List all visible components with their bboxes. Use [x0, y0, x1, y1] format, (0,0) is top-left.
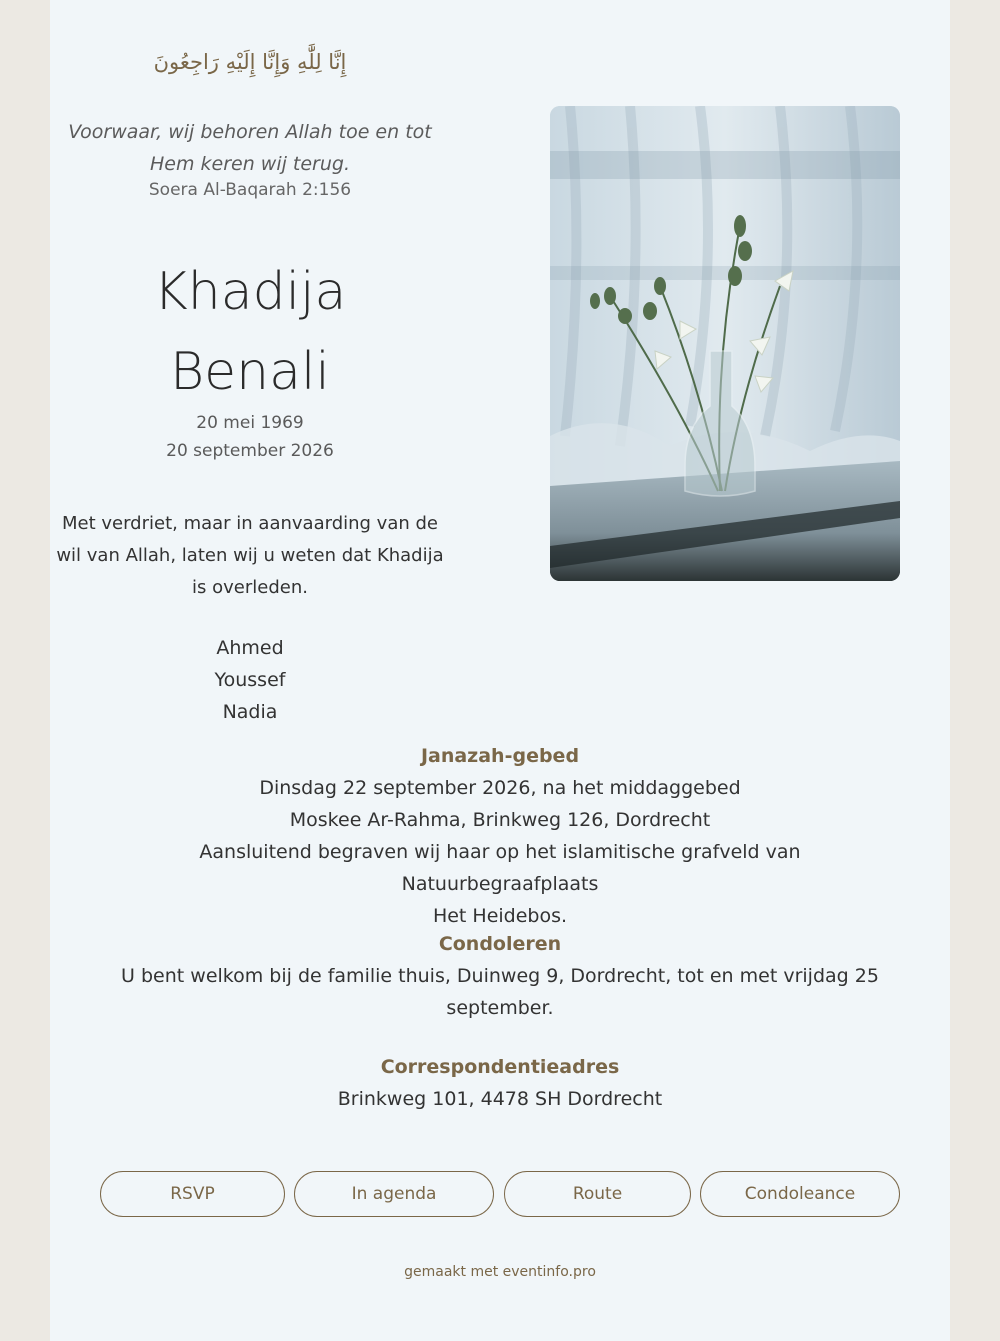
announcement-line: is overleden. [192, 577, 308, 598]
rsvp-button[interactable]: RSVP [100, 1171, 285, 1217]
correspondence-title: Correspondentieadres [380, 1056, 620, 1078]
condolence-line: U bent welkom bij de familie thuis, Duinweg 9, Dordrecht, tot en met vrijdag 25 [121, 965, 879, 987]
death-date: 20 september 2026 [166, 441, 334, 461]
add-to-agenda-button[interactable]: In agenda [294, 1171, 494, 1217]
janazah-line: Moskee Ar-Rahma, Brinkweg 126, Dordrecht [289, 809, 711, 831]
flower-vase-image [550, 106, 900, 581]
family-member: Ahmed [216, 637, 284, 659]
quote-line: Voorwaar, wij behoren Allah toe en tot [68, 121, 432, 143]
announcement-line: wil van Allah, laten wij u weten dat Khadija [56, 545, 444, 566]
correspondence-section [100, 1051, 900, 1115]
birth-date: 20 mei 1969 [196, 413, 304, 433]
family-list [50, 632, 450, 728]
announcement-text [50, 508, 450, 604]
footer-credit[interactable]: gemaakt met eventinfo.pro [404, 1264, 596, 1280]
condoleance-button[interactable]: Condoleance [700, 1171, 900, 1217]
condolence-line: september. [446, 997, 554, 1019]
deceased-name [50, 252, 450, 412]
quote-reference: Soera Al-Baqarah 2:156 [148, 180, 352, 200]
janazah-line: Het Heidebos. [432, 905, 568, 927]
quran-quote [50, 116, 450, 180]
route-button[interactable]: Route [504, 1171, 691, 1217]
first-name: Khadija [153, 262, 347, 322]
memorial-photo [550, 106, 900, 581]
condolence-section [100, 928, 900, 1024]
janazah-title: Janazah-gebed [420, 745, 580, 767]
quote-line: Hem keren wij terug. [149, 153, 351, 175]
condolence-title: Condoleren [438, 933, 562, 955]
janazah-line: Dinsdag 22 september 2026, na het middaggebed [259, 777, 741, 799]
arabic-verse: إِنَّا لِلَّٰهِ وَإِنَّا إِلَيْهِ رَاجِعُونَ [153, 50, 347, 74]
janazah-line: Aansluitend begraven wij haar op het islamitische grafveld van Natuurbegraafplaats [199, 841, 801, 895]
correspondence-address: Brinkweg 101, 4478 SH Dordrecht [337, 1088, 663, 1110]
last-name: Benali [170, 342, 330, 402]
family-member: Nadia [222, 701, 278, 723]
announcement-line: Met verdriet, maar in aanvaarding van de [61, 513, 438, 534]
family-member: Youssef [214, 669, 286, 691]
janazah-section [100, 740, 900, 932]
